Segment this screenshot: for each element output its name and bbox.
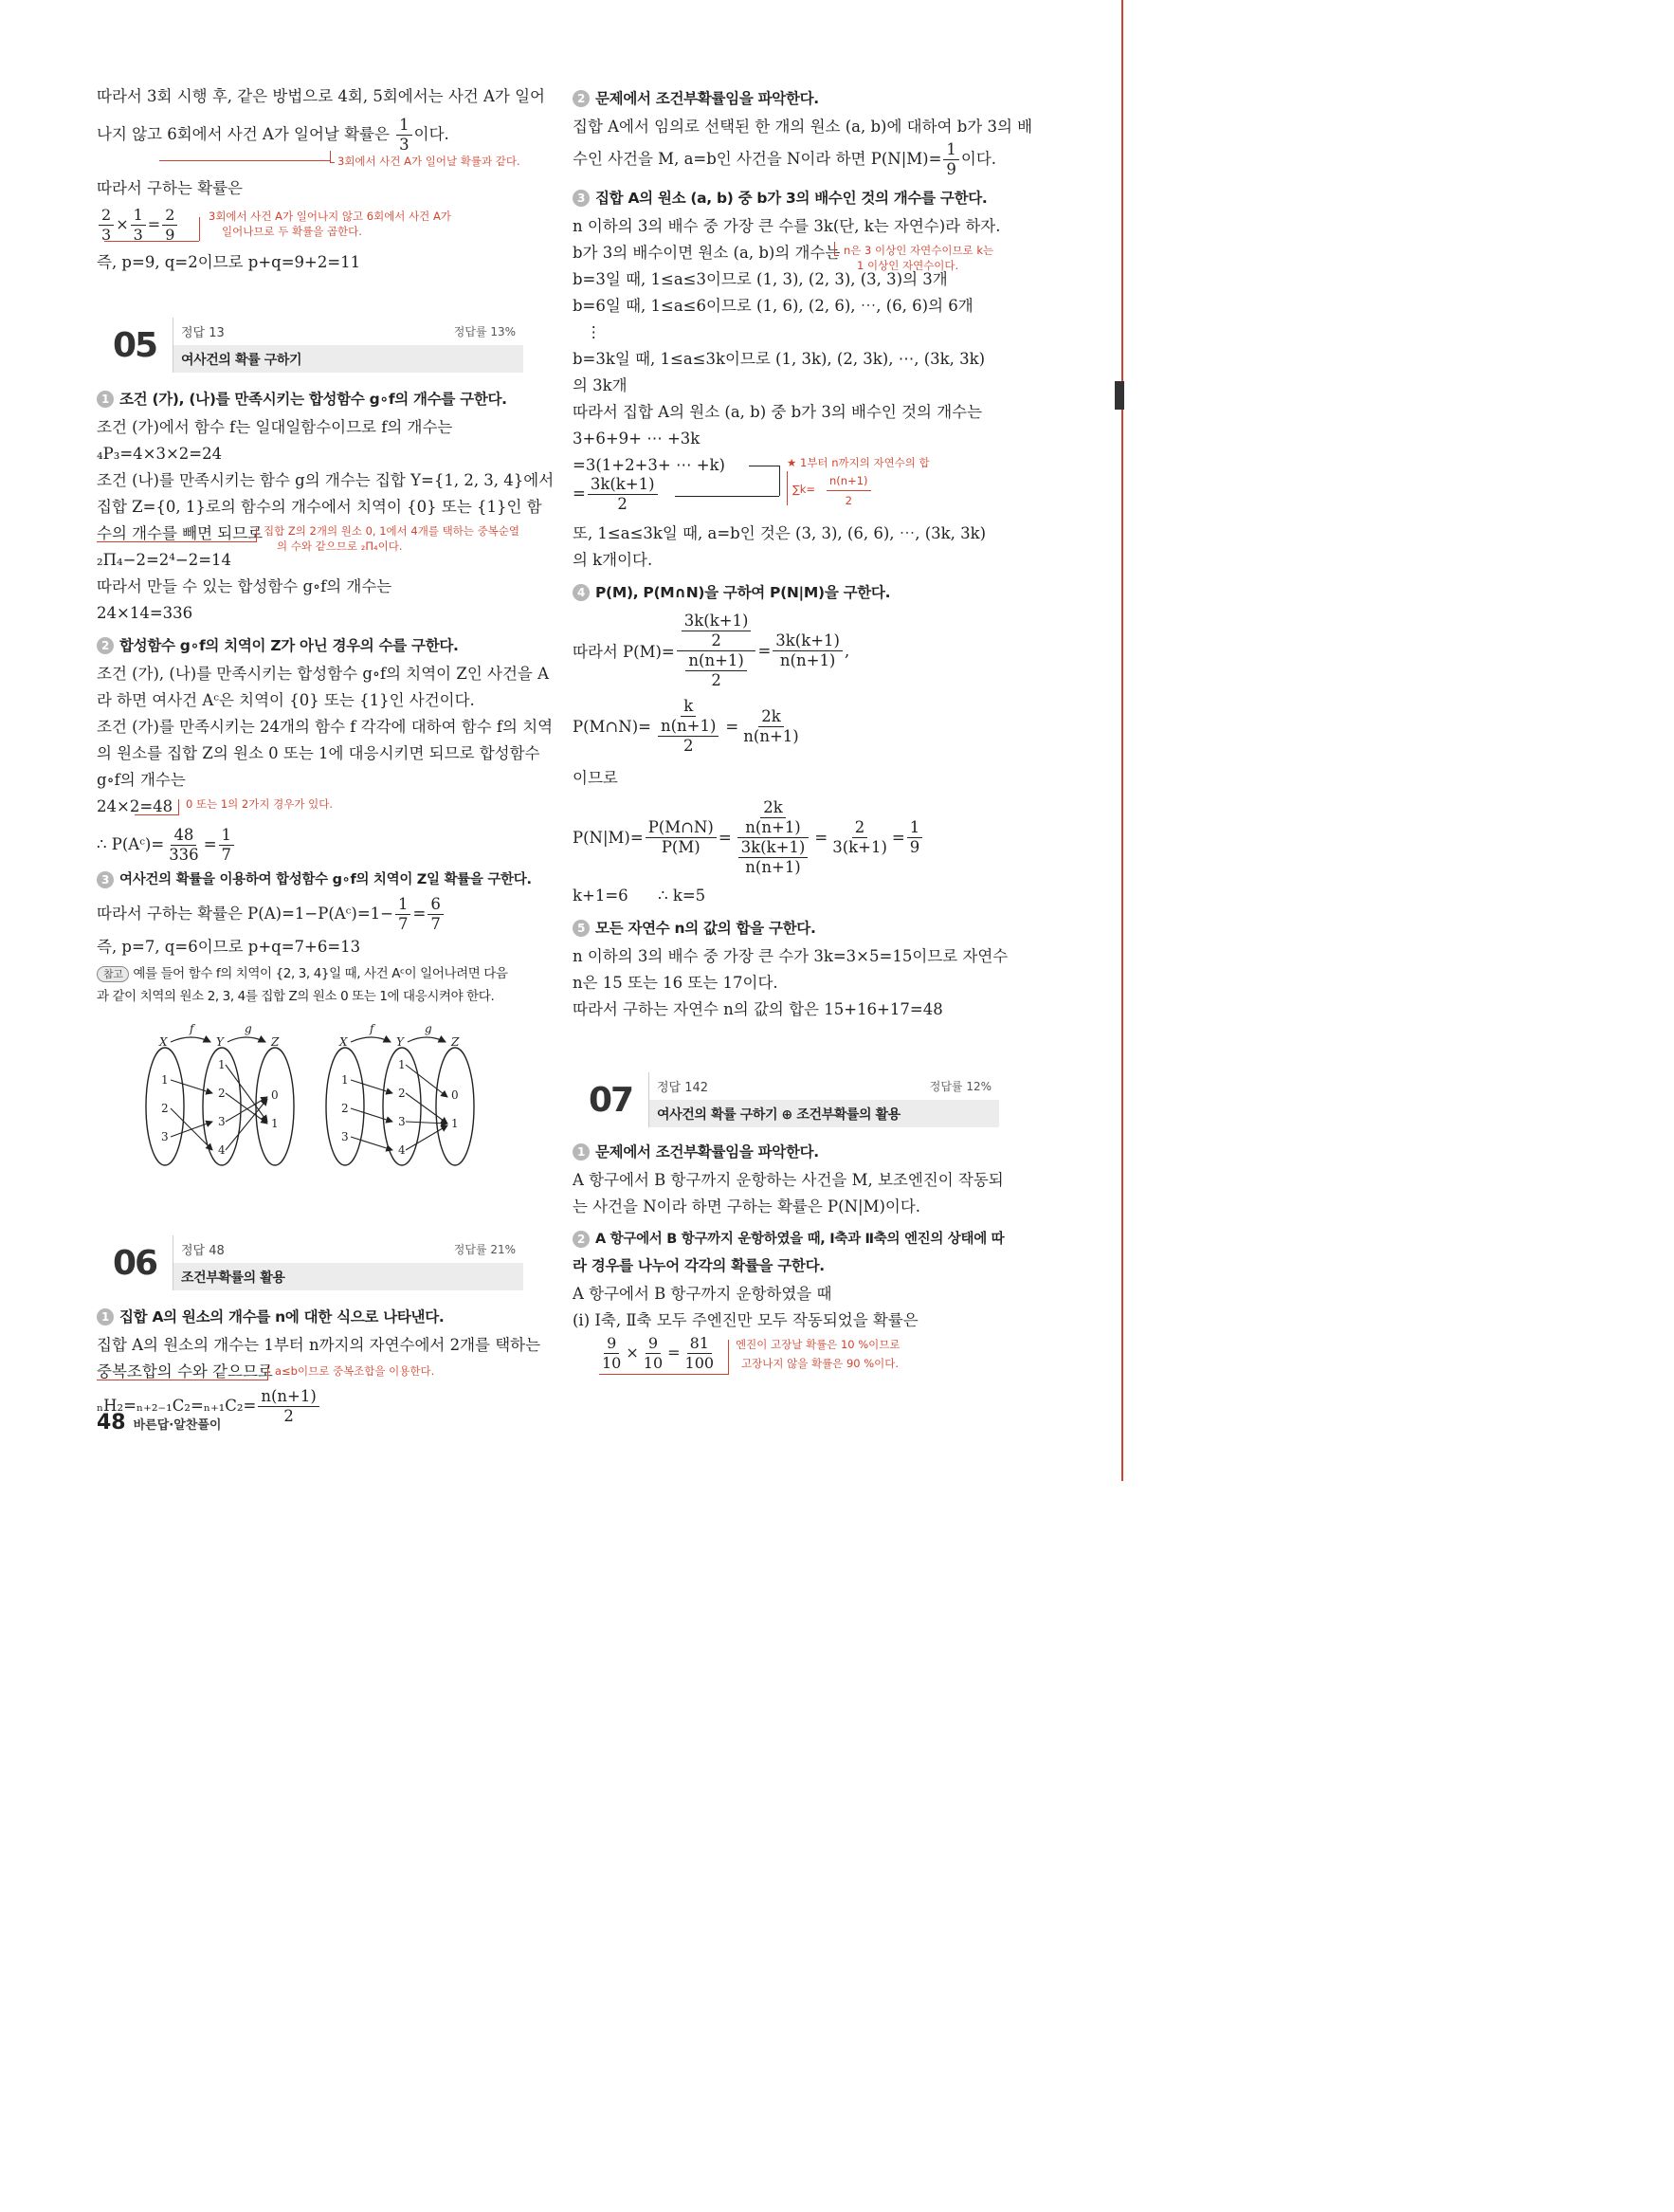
numerator: 3k(k+1) (738, 838, 809, 858)
denominator: P(M) (661, 837, 701, 856)
right-column (573, 85, 1033, 1378)
step-title: 문제에서 조건부확률임을 파악한다. (595, 1143, 819, 1161)
text-line: =3(1+2+3+ ⋯ +k) (573, 456, 725, 474)
fraction (685, 651, 746, 690)
denominator: n(n+1) (779, 650, 836, 669)
annotation-note: a≤b이므로 중복조합을 이용한다. (275, 1364, 435, 1378)
set-y-label: Y (396, 1035, 404, 1049)
sum-symbol: ∑k= (792, 483, 816, 496)
equals-sign: = (891, 828, 905, 847)
fraction (646, 818, 717, 857)
y-element: 4 (398, 1143, 406, 1157)
step-number-icon: 3 (97, 871, 114, 888)
y-element: 1 (218, 1058, 226, 1071)
step-number-icon: 4 (573, 584, 590, 601)
correct-rate: 정답률 12% (929, 1080, 992, 1093)
denominator: 100 (684, 1354, 715, 1372)
step-title: 여사건의 확률을 이용하여 합성함수 g∘f의 치역이 Z일 확률을 구한다. (119, 872, 532, 887)
pm-formula (573, 608, 999, 693)
text: P(N|M)= (573, 828, 644, 847)
denominator: n(n+1) (745, 857, 801, 876)
equals-sign: = (573, 484, 586, 503)
denominator (681, 651, 751, 690)
numerator: 1 (396, 116, 412, 136)
step-number-icon: 2 (97, 637, 114, 654)
text-line: 따라서 구하는 자연수 n의 값의 합은 15+16+17=48 (573, 1000, 943, 1018)
text-line: ₂Π₄−2=2⁴−2=14 (97, 551, 232, 569)
text-line (573, 473, 660, 515)
page (0, 0, 1126, 1481)
diagram-2 (326, 1022, 474, 1165)
f-arrow (351, 1037, 391, 1042)
denominator (734, 838, 813, 877)
reference-line (97, 962, 523, 985)
step-number-icon: 1 (97, 1308, 114, 1325)
problem-number: 05 (112, 325, 157, 365)
page-number: 48 (97, 1411, 126, 1435)
annotation-note: 1부터 n까지의 자연수의 합 (800, 456, 930, 469)
footer (97, 1411, 221, 1435)
annotation-bracket (330, 151, 335, 163)
connector-line (779, 466, 781, 496)
step-heading (97, 867, 532, 893)
numerator: 2k (758, 707, 784, 727)
denominator: 336 (169, 846, 199, 864)
step-title: 집합 A의 원소 (a, b) 중 b가 3의 배수인 것의 개수를 구한다. (595, 190, 988, 207)
set-z-label: Z (451, 1035, 460, 1049)
numerator: n(n+1) (658, 717, 719, 737)
denominator: 7 (221, 846, 232, 864)
fraction (395, 895, 411, 934)
text: P(M∩N)= (573, 717, 651, 736)
problem-number: 06 (112, 1243, 157, 1283)
denominator: 3(k+1) (832, 837, 887, 856)
step-title-continued: 라 경우를 나누어 각각의 확률을 구한다. (573, 1257, 825, 1274)
denominator: 2 (845, 494, 852, 507)
f-label: f (370, 1022, 374, 1035)
text-line: n 이하의 3의 배수 중 가장 큰 수를 3k(단, k는 자연수)라 하자. (573, 217, 1001, 235)
numerator: 81 (687, 1334, 712, 1354)
answer-box-07 (573, 1072, 999, 1127)
set-x-label: X (159, 1035, 168, 1049)
calc-row (97, 206, 523, 249)
numerator: 2k (760, 798, 786, 818)
annotation-underline (104, 240, 199, 242)
numerator: 6 (428, 895, 444, 915)
annotation-note: 고장나지 않을 확률은 90 %이다. (741, 1357, 900, 1370)
annotation-row (97, 521, 523, 553)
equals-sign: = (814, 828, 828, 847)
z-element: 0 (451, 1088, 459, 1102)
step-number-icon: 1 (573, 1143, 590, 1161)
g-arrow (408, 1037, 446, 1042)
g-label: g (245, 1022, 252, 1035)
set-x-label: X (339, 1035, 348, 1049)
text-line: b가 3의 배수이면 원소 (a, b)의 개수는 (573, 244, 841, 262)
answer-row (173, 1235, 523, 1264)
step-heading (573, 1139, 999, 1165)
text: 이다. (960, 150, 997, 168)
annotation-note: 1 이상인 자연수이다. (857, 259, 959, 272)
text: ₙH₂=ₙ₊₂₋₁C₂=ₙ₊₁C₂= (97, 1397, 257, 1415)
g-arrow (227, 1037, 265, 1042)
connector-line (675, 496, 779, 497)
z-element: 1 (451, 1117, 459, 1130)
step-number-icon: 2 (573, 90, 590, 107)
denominator: 2 (711, 631, 721, 649)
step-heading (573, 1226, 1005, 1252)
annotation-underline (159, 151, 330, 161)
g-label: g (425, 1022, 432, 1035)
complex-fraction (734, 798, 813, 877)
numerator: n(n+1) (258, 1387, 318, 1407)
text: 따라서 P(M)= (573, 643, 675, 661)
answer-label: 정답 13 (181, 326, 225, 340)
denominator: 9 (909, 837, 920, 856)
step-heading (573, 915, 999, 941)
step-heading (573, 85, 999, 112)
text-line: (i) Ⅰ축, Ⅱ축 모두 주엔진만 모두 작동되었을 확률은 (573, 1311, 919, 1329)
formula-note (787, 456, 976, 505)
chapter-tab (1115, 381, 1124, 410)
numerator (737, 798, 808, 838)
numerator: 1 (219, 826, 235, 846)
sidebar-accent-line (1121, 0, 1123, 1481)
equals-sign: = (147, 215, 161, 233)
text-line: g∘f의 개수는 (97, 771, 186, 789)
text-line: n은 15 또는 16 또는 17이다. (573, 974, 778, 992)
numerator: 1 (395, 895, 411, 915)
times-sign: × (116, 215, 129, 233)
annotation-note: 3회에서 사건 A가 일어날 확률과 같다. (337, 155, 520, 168)
answer-box-06 (97, 1235, 523, 1290)
fraction (827, 471, 871, 510)
denominator: 3 (101, 226, 112, 244)
numerator: 3k(k+1) (773, 631, 843, 651)
y-element: 2 (398, 1087, 406, 1100)
text-line: 3+6+9+ ⋯ +3k (573, 430, 701, 448)
step-heading (573, 185, 999, 211)
mapping-diagrams (97, 1019, 523, 1179)
fraction (682, 1334, 718, 1373)
book-title: 바른답·알찬풀이 (133, 1418, 222, 1433)
step-heading (97, 632, 523, 659)
fraction (166, 826, 202, 865)
fraction (396, 116, 412, 155)
fraction (658, 717, 719, 756)
step-title: 합성함수 g∘f의 치역이 Z가 아닌 경우의 수를 구한다. (119, 637, 459, 654)
answer-label: 정답 48 (181, 1244, 225, 1258)
text: 이다. (413, 125, 449, 143)
times-sign: × (626, 1344, 639, 1362)
denominator (653, 717, 723, 756)
fraction (162, 206, 177, 245)
set-z-ellipse (436, 1048, 474, 1165)
text-line: 조건 (가)를 만족시키는 24개의 함수 f 각각에 대하여 함수 f의 치역 (97, 718, 554, 736)
denominator: 2 (682, 737, 694, 755)
diagram-1 (146, 1022, 294, 1165)
complex-fraction (677, 612, 756, 690)
text: 나지 않고 6회에서 사건 A가 일어날 확률은 (97, 125, 395, 143)
fraction (682, 612, 752, 650)
annotation-note: 엔진이 고장날 확률은 10 %이므로 (736, 1338, 901, 1351)
text-line: 집합 A에서 임의로 선택된 한 개의 원소 (a, b)에 대하여 b가 3의 배 (573, 118, 1033, 136)
text: 수인 사건을 M, a=b인 사건을 N이라 하면 P(N|M)= (573, 150, 942, 168)
denominator: 7 (430, 915, 441, 933)
equals-sign: = (667, 1344, 681, 1362)
answer-row (173, 318, 523, 346)
text-line: 즉, p=7, q=6이므로 p+q=7+6=13 (97, 938, 361, 956)
annotation-row (97, 1359, 523, 1385)
text-line: 24×2=48 (97, 797, 173, 815)
topic-label: 여사건의 확률 구하기 (173, 345, 523, 373)
fraction (599, 1334, 624, 1373)
text-line: 이므로 (573, 769, 618, 787)
text-line: 조건 (가), (나)를 만족시키는 합성함수 g∘f의 치역이 Z인 사건을 A (97, 665, 549, 683)
vertical-dots: ⋮ (586, 323, 602, 341)
numerator: 9 (604, 1334, 619, 1354)
pmn-formula (573, 693, 999, 759)
equals-sign: = (725, 717, 739, 736)
text: 예를 들어 함수 f의 치역이 {2, 3, 4}일 때, 사건 Aᶜ이 일어나려면 다음 (133, 966, 508, 981)
y-element: 4 (218, 1143, 226, 1157)
text-line: 수의 개수를 빼면 되므로 (97, 524, 264, 542)
text-line (97, 826, 523, 865)
fraction (219, 826, 235, 865)
numerator: 3k(k+1) (682, 612, 752, 631)
text-line (97, 895, 523, 934)
fraction (829, 818, 890, 857)
y-element: 2 (218, 1087, 226, 1100)
numerator: 2 (162, 206, 177, 226)
annotation-bracket (256, 528, 261, 542)
correct-rate: 정답률 13% (453, 325, 516, 338)
text-line: 의 k개이다. (573, 551, 653, 569)
fraction (641, 1334, 665, 1373)
text-line: A 항구에서 B 항구까지 운항하는 사건을 M, 보조엔진이 작동되 (573, 1171, 1004, 1189)
numerator: 2 (99, 206, 114, 226)
fraction (907, 818, 923, 857)
x-element: 3 (161, 1130, 169, 1143)
numerator: n(n+1) (827, 471, 871, 491)
mapping-arrows (351, 1065, 447, 1150)
numerator: n(n+1) (685, 651, 746, 671)
fraction (99, 206, 114, 245)
denominator: 7 (397, 915, 409, 933)
comma: , (845, 641, 850, 660)
annotation-bracket (178, 799, 183, 815)
answer-box-05 (97, 318, 523, 373)
step-number-icon: 5 (573, 920, 590, 937)
z-element: 1 (271, 1117, 279, 1130)
y-element: 3 (398, 1115, 406, 1128)
annotation-bracket (787, 471, 788, 505)
answer-row (648, 1072, 999, 1101)
reference-line: 과 같이 치역의 원소 2, 3, 4를 집합 Z의 원소 0 또는 1에 대응시켜야 한다. (97, 989, 495, 1004)
text-line: b=3k일 때, 1≤a≤3k이므로 (1, 3k), (2, 3k), ⋯, (3k, 3k) (573, 350, 986, 368)
annotation-underline (97, 541, 256, 542)
fraction (588, 475, 658, 514)
annotation-note: 일어나므로 두 확률을 곱한다. (222, 225, 362, 238)
text-line (573, 140, 999, 179)
text-line: 따라서 집합 A의 원소 (a, b) 중 b가 3의 배수인 것의 개수는 (573, 403, 983, 421)
equals-sign: = (718, 828, 732, 847)
step-number-icon: 1 (97, 391, 114, 408)
denominator: 3 (399, 136, 409, 154)
text-line: 는 사건을 N이라 하면 구하는 확률은 P(N|M)이다. (573, 1197, 921, 1216)
fraction (773, 631, 843, 670)
denominator: 2 (283, 1407, 294, 1425)
sum-block (573, 452, 999, 521)
equals-sign: = (203, 835, 217, 853)
mapping-arrows (171, 1065, 267, 1150)
calc-row (573, 1334, 999, 1378)
f-arrow (171, 1037, 210, 1042)
text-line: b=6일 때, 1≤a≤6이므로 (1, 6), (2, 6), ⋯, (6, 6)의 6개 (573, 297, 973, 315)
left-column (97, 83, 555, 1427)
fraction (428, 895, 444, 934)
text: ∴ P(Aᶜ)= (97, 835, 165, 853)
step-title: 집합 A의 원소의 개수를 n에 대한 식으로 나타낸다. (119, 1308, 445, 1325)
denominator: n(n+1) (745, 817, 801, 836)
annotation-bracket (199, 217, 206, 241)
step-title: A 항구에서 B 항구까지 운항하였을 때, Ⅰ축과 Ⅱ축의 엔진의 상태에 따 (595, 1232, 1005, 1247)
text-line: 집합 A의 원소의 개수는 1부터 n까지의 자연수에서 2개를 택하는 (97, 1336, 541, 1354)
annotation-bracket (834, 242, 839, 256)
annotation-bracket (267, 1366, 272, 1380)
fraction (258, 1387, 318, 1426)
step-heading (97, 1304, 523, 1330)
numerator (677, 612, 756, 651)
text-line: 중복조합의 수와 같으므로 (97, 1362, 273, 1380)
step-title: P(M), P(M∩N)을 구하여 P(N|M)을 구한다. (595, 584, 891, 601)
x-element: 1 (341, 1073, 349, 1087)
text-line: 집합 Z={0, 1}로의 함수의 개수에서 치역이 {0} 또는 {1}인 함 (97, 498, 542, 516)
numerator: 1 (943, 140, 959, 160)
text-line: k+1=6 ∴ k=5 (573, 887, 706, 905)
f-label: f (190, 1022, 194, 1035)
text-line: b=3일 때, 1≤a≤3이므로 (1, 3), (2, 3), (3, 3)의 3개 (573, 270, 948, 288)
denominator: 3 (133, 226, 143, 244)
annotation-row (573, 240, 999, 272)
numerator: P(M∩N) (646, 818, 717, 838)
text-line: 따라서 만들 수 있는 합성함수 g∘f의 개수는 (97, 577, 392, 595)
fraction (131, 206, 146, 245)
annotation-bracket (728, 1340, 733, 1375)
equals-sign: = (412, 905, 427, 923)
topic-label: 여사건의 확률 구하기 ⊕ 조건부확률의 활용 (648, 1100, 999, 1127)
text-line: 조건 (가)에서 함수 f는 일대일함수이므로 f의 개수는 (97, 418, 453, 436)
complex-fraction (653, 697, 723, 756)
y-element: 1 (398, 1058, 406, 1071)
fraction (738, 838, 809, 877)
step-title: 모든 자연수 n의 값의 합을 구한다. (595, 920, 816, 937)
text-line: 따라서 구하는 확률은 (97, 179, 243, 197)
annotation-note: 집합 Z의 2개의 원소 0, 1에서 4개를 택하는 중복순열 (264, 524, 520, 538)
denominator: 2 (711, 670, 721, 689)
set-z-label: Z (271, 1035, 280, 1049)
text-line: 의 3k개 (573, 376, 628, 394)
step-heading (97, 386, 523, 412)
x-element: 1 (161, 1073, 169, 1087)
set-y-label: Y (216, 1035, 224, 1049)
numerator: 9 (646, 1334, 661, 1354)
numerator: 1 (907, 818, 923, 838)
annotation-note: n은 3 이상인 자연수이므로 k는 (844, 244, 994, 257)
equals-sign: = (757, 641, 772, 660)
step-title: 조건 (가), (나)를 만족시키는 합성함수 g∘f의 개수를 구한다. (119, 391, 507, 408)
text-line: 조건 (나)를 만족시키는 함수 g의 개수는 집합 Y={1, 2, 3, 4}에서 (97, 471, 555, 489)
star-icon: ★ (787, 456, 797, 469)
annotation-note: 의 수와 같으므로 ₂Π₄이다. (277, 539, 403, 553)
annotation-note: 0 또는 1의 2가지 경우가 있다. (186, 797, 333, 811)
fraction (740, 707, 801, 746)
problem-number: 07 (588, 1080, 633, 1120)
annotation-note: 3회에서 사건 A가 일어나지 않고 6회에서 사건 A가 (209, 210, 451, 223)
x-element: 3 (341, 1130, 349, 1143)
correct-rate: 정답률 21% (453, 1243, 516, 1256)
topic-label: 조건부확률의 활용 (173, 1263, 523, 1290)
numerator: 2 (852, 818, 868, 838)
fraction (943, 140, 959, 179)
text-line: n 이하의 3의 배수 중 가장 큰 수가 3k=3×5=15이므로 자연수 (573, 947, 1009, 965)
text-line: 또, 1≤a≤3k일 때, a=b인 것은 (3, 3), (6, 6), ⋯, (3k, 3k) (573, 524, 987, 542)
z-element: 0 (271, 1088, 279, 1102)
text-line (97, 116, 523, 155)
reference-badge: 참고 (97, 966, 129, 982)
annotation-row (97, 155, 523, 179)
x-element: 2 (341, 1102, 349, 1115)
step-title: 문제에서 조건부확률임을 파악한다. (595, 90, 819, 107)
numerator: 48 (171, 826, 196, 846)
denominator: 9 (946, 160, 956, 178)
text: 따라서 구하는 확률은 P(A)=1−P(Aᶜ)=1− (97, 905, 393, 923)
numerator: k (681, 697, 696, 717)
step-heading (573, 579, 999, 606)
text-line: A 항구에서 B 항구까지 운항하였을 때 (573, 1285, 832, 1303)
text-line: 24×14=336 (97, 604, 193, 622)
answer-label: 정답 142 (657, 1081, 709, 1095)
text-line: 의 원소를 집합 Z의 원소 0 또는 1에 대응시키면 되므로 합성함수 (97, 744, 540, 762)
pnm-formula (573, 792, 999, 883)
denominator: 9 (165, 226, 175, 244)
x-element: 2 (161, 1102, 169, 1115)
annotation-underline (135, 814, 178, 815)
step-number-icon: 3 (573, 190, 590, 207)
denominator: 10 (643, 1354, 664, 1372)
text-line: 따라서 3회 시행 후, 같은 방법으로 4회, 5회에서는 사건 A가 일어 (97, 87, 545, 105)
fraction (742, 798, 803, 837)
text-line: 라 하면 여사건 Aᶜ은 치역이 {0} 또는 {1}인 사건이다. (97, 691, 475, 709)
denominator: n(n+1) (743, 726, 799, 745)
annotation-underline (599, 1374, 728, 1375)
denominator: 10 (602, 1354, 622, 1372)
text-line: 즉, p=9, q=2이므로 p+q=9+2=11 (97, 253, 361, 271)
numerator: 1 (131, 206, 146, 226)
annotation-row (97, 794, 523, 820)
y-element: 3 (218, 1115, 226, 1128)
denominator: 2 (617, 495, 628, 513)
step-number-icon: 2 (573, 1231, 590, 1248)
text-line: ₄P₃=4×3×2=24 (97, 445, 223, 463)
numerator: 3k(k+1) (588, 475, 658, 495)
